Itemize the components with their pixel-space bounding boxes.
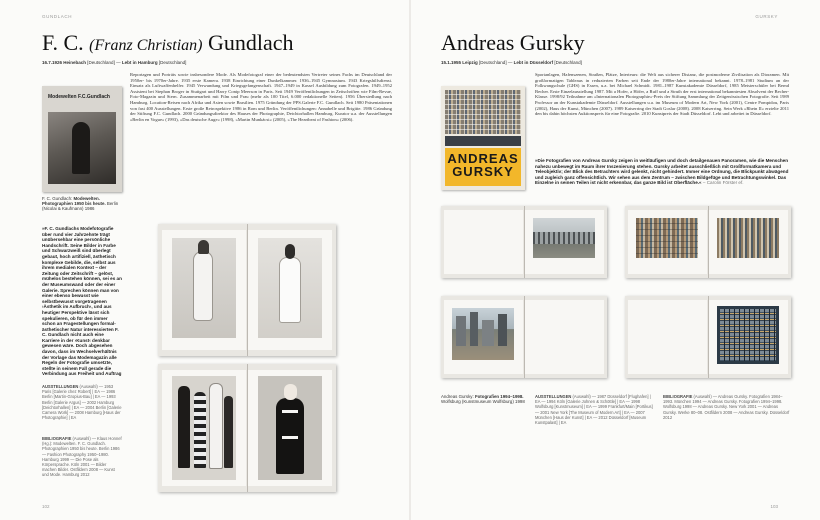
bio-meta-gursky: 15.1.1955 Leipzig [Deutschland] — Lebt in Düsseldorf [Deutschland] bbox=[441, 60, 582, 65]
meta-lives-note: [Deutschland] bbox=[554, 60, 582, 65]
open-book-gursky-2 bbox=[625, 206, 791, 278]
gursky-photo-city bbox=[452, 308, 514, 360]
folio-right: 103 bbox=[770, 504, 778, 509]
open-book-gursky-1 bbox=[441, 206, 607, 278]
meta-born: 15.1.1955 Leipzig bbox=[441, 60, 478, 65]
open-book-spread-2 bbox=[158, 364, 336, 492]
book-cover-gursky bbox=[441, 86, 525, 190]
title-italic: (Franz Christian) bbox=[89, 37, 203, 54]
fashion-photo-group bbox=[172, 376, 236, 480]
bibliography-gursky: BIBLIOGRAFIE (Auswahl) — Andreas Gursky. Fotografien 1984–1993. München 1994 — Andreas Gursky. Fotografien 1994–1998. Wolfsburg 1998 — Andreas Gursky. New York 2001 — Andreas Gursky. Werke 80–08. Ostfildern 2008 — Andreas Gursky. Düsseldorf 2012 bbox=[663, 394, 790, 420]
gursky-photo-crowd bbox=[717, 218, 779, 258]
left-page bbox=[0, 0, 409, 520]
cover-photo-grid bbox=[445, 90, 521, 134]
meta-born-note: [Deutschland] bbox=[479, 60, 507, 65]
quote-gursky: »Die Fotografien von Andreas Gursky zeigen in weitläufigen und doch detailgenauen Panoramen, wie die Menschen nahezu unbewegt im Raum ihrer Inszenierung stehen. Gursky arbeitet ausschließlich mit Großformatkamera und Teleobjektiv; der Blick des Betrachters wird gelenkt, nicht gehindert. Immer eine Ordnung, die Blickpunkt abwägend und zugleich ganz offensichtlich. Wir sehen aus dem Zentrum – zwischen Bildgefüge und Betrachtungswinkel. Das Einzelne in seinen Teilen ist nicht erkennbar, das ganze Bild ist Oberfläche.« – Carolin Förster ef. bbox=[535, 158, 789, 186]
title-first: F. C. bbox=[42, 30, 84, 55]
bio-text-gundlach: Reportagen und Porträts sowie insbesondere Mode. Als Modefotograf einer der bedeutendsten Vertreter seines Fachs im Deutschland der 1950er- bis 1970er-Jahre. 1935 erste Kamera. 1938 Einrichtung einer Dunkelkammer. 1936–1945 Gymnasium. 1943 Kriegshilfsdienst. Einsatz als Luftwaffenhelfer. 1945 Verwundung und Kriegsgefangenschaft. 1947–1949 in Kassel Ausbildung zum Fotografen. 1949–1952 Assistent bei Stephan Broger in Stuttgart und Harry Conip Meerson in Paris. Seit 1949 Veröffentlichungen in Zeitschriften wie Film-Revue, Foto-Magazin und Stern. Zusammenarbeit mit Film und Frau (mehr als 100 Titel, 6.000 redaktionelle Seiten). 1956 Übersiedlung nach Hamburg. Location-Reisen nach Afrika und Asien sowie Brasilien. 1975 Gründung der PPS.Galerie F.C. Gundlach. Seit 1980 Präsentationen von fast 400 Ausstellungen. Erste große Retrospektive 1986 in Rom und Berlin. Veröffentlichungen: Annabelle und Brigitte. 1986 Gründung der Stiftung F.C. Gundlach. 2000 Gründungsdirektor des Hauses der Photographie, Deichtorhallen Hamburg. Kurator u.a. der Ausstellungen »Berlin en Vogue« (1993), »Das deutsche Auge« (1998), »Martin Munkácsi« (2005), »The Heartbeat of Fashion« (2006). bbox=[130, 72, 392, 122]
meta-lives-note: [Deutschland] bbox=[158, 60, 187, 65]
exhibitions-gursky: AUSSTELLUNGEN (Auswahl) — 1987 Düsseldorf [Flughafen] | EA — 1994 Köln [Galerie Johnen & Schöttle] | EA — 1998 Wolfsburg [Kunstmuseum] | EA — 1999 Frankfurt/Main [Portikus] — 2001 New York [The Museum of Modern Art] | EA — 2007 München [Haus der Kunst] | EA — 2012 Düsseldorf [Museum Kunstpalast] | EA bbox=[535, 394, 653, 426]
gursky-photo-stockmarket bbox=[636, 218, 698, 258]
right-page bbox=[411, 0, 820, 520]
bio-meta-gundlach: 16.7.1926 Heinebach [Deutschland] — Lebt in Hamburg [Deutschland] bbox=[42, 60, 187, 65]
gursky-photo-building bbox=[533, 218, 595, 258]
bio-text-gursky: Sportanlagen, Hafenszenen, Straßen, Plätze, Interieurs: die Welt aus sicherer Distanz, die postmoderne Zivilisation als Dioramen. Mit großformatigen Tableaus in reduzierten Farben seit Ende der 1980er-Jahre international bekannt. 1978–1981 Studium an der Folkwangschule (GHS) in Essen, u.a. bei Michael Schmidt. 1981–1987 Kunstakademie Düsseldorf, 1985 Meisterschüler bei Bernd Becher. Erste Einzelausstellung 1987. Mit a Hofer, a Höfer, a Ruff und a Struth der erst international bekanntesten Absolvent der Becher-Klasse. 1998/92 Teilnahme am »Internationalen Photographie«-Preis der Stiftung Sammlung der Zeitgenössischen Fotografie. Seit 1989 Professor an der Kunstakademie Düsseldorf. Ausstellungen u.a. im Museum of Modern Art, New York (2001), Centre Pompidou, Paris (2002), Haus der Kunst, München (2007). 1989 Kaiserring der Stadt Goslar (2008). 2008 Kaiserring. Sein Werk »Rhein II« erzielte 2011 den bis dahin höchsten Auktionspreis für eine Fotografie. 2010 Kunstpreis der Stadt Düsseldorf. Lebt und arbeitet in Düsseldorf. bbox=[535, 72, 789, 117]
book-cover-modewelten bbox=[42, 86, 122, 192]
meta-born-note: [Deutschland] bbox=[87, 60, 115, 65]
cover-photo bbox=[48, 112, 116, 184]
page-title-gundlach bbox=[42, 32, 294, 54]
open-book-gursky-4 bbox=[625, 296, 791, 378]
fashion-photo-white-suit bbox=[258, 238, 322, 338]
folio-left: 102 bbox=[42, 504, 50, 509]
bibliography-gundlach: BIBLIOGRAFIE (Auswahl) — Klaus Honnef (Hg.): Modewelten. F. C. Gundlach. Photographien 1950 bis heute. Berlin 1986 — Fashion Photography 1950–1980. Hamburg 1999 — Die Pose als Körpersprache. Köln 2001 — Bilder machen Bilder. Ostfildern 2008 — Kunst und Mode. Hamburg 2012 bbox=[42, 436, 122, 478]
cover-title: Modewelten F.C.Gundlach bbox=[48, 94, 110, 100]
meta-lives: Lebt in Hamburg bbox=[121, 60, 158, 65]
running-head-left: GUNDLACH bbox=[42, 14, 73, 19]
meta-born: 16.7.1926 Heinebach bbox=[42, 60, 87, 65]
fashion-photo-black-dress bbox=[258, 376, 322, 480]
open-book-spread-1 bbox=[158, 224, 336, 356]
open-book-gursky-3 bbox=[441, 296, 607, 378]
page-title-gursky: Andreas Gursky bbox=[441, 30, 585, 55]
gursky-photo-apartment-block bbox=[717, 306, 779, 364]
cover-caption-right: Andreas Gursky: Fotografien 1994–1998. Wolfsburg (Kunstmuseum Wolfsburg) 1998 bbox=[441, 394, 525, 405]
title-last: Gundlach bbox=[208, 30, 294, 55]
exhibitions-gundlach: AUSSTELLUNGEN (Auswahl) — 1953 Paris [Galerie chez Robert] | EA — 1986 Berlin [Martin-Gropius-Bau] | EA — 1993 Berlin [Galerie Argus] — 2002 Hamburg [Deichtorhallen] | EA — 2004 Berlin [Galerie Camera Work] — 2008 Hamburg [Haus der Photographie] | EA bbox=[42, 384, 122, 421]
meta-lives: Lebt in Düsseldorf bbox=[513, 60, 554, 65]
fashion-photo-white-coat bbox=[172, 238, 236, 338]
cover-caption-left: F. C. Gundlach: Modewelten. Photographien 1950 bis heute. Berlin (Nicolai & Kaufmann) 1986 bbox=[42, 196, 119, 212]
cover-name: ANDREAS GURSKY bbox=[445, 148, 521, 186]
quote-gundlach: »F. C. Gundlachs Modefotografie über rund vier Jahrzehnte trägt unübersehbar eine persönliche Handschrift. Seine Bilder in Farbe und Schwarzweiß sind überlegt gebaut, hoch artifiziell, ästhetisch komplexe Gebilde, die, selbst aus ihrem medialen Kontext – der Zeitung oder Zeitschrift – gelöst, mühelos bestehen können, sei es an der Museumswand oder der einer Galerie. Sprechen können man von einer ebenso bewusst wie selbstbewusst vorgetragenen ›Ästhetik im Aufbruch‹, und aus heutiger Perspektive lässt sich spekulieren, ob für den immer schon an Fragestellungen formal-ästhetischer Natur interessierten F. C. Gundlach nicht auch eine Karriere in der ›Kunst‹ denkbar gewesen wäre. Doch abgesehen davon, dass im Wechselverhältnis der Vorlage das Modemagazin alle Regeln der Fotografie umsetzte, stellte in seinem Fall gerade die Verbindung aus Freiheit und Auftrag bbox=[42, 226, 122, 376]
running-head-right: GURSKY bbox=[755, 14, 778, 19]
